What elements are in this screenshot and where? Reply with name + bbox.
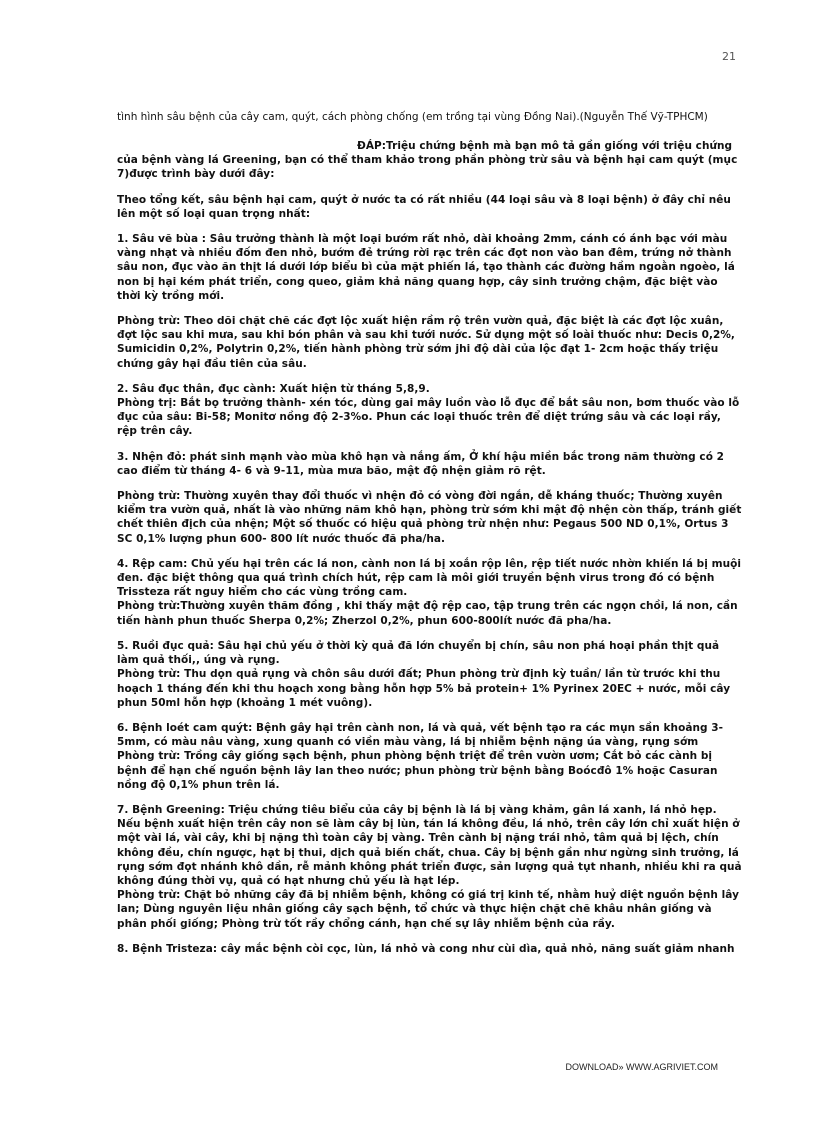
paragraph: 4. Rệp cam: Chủ yếu hại trên các lá non, cành non lá bị xoắn rộp lên, rệp tiết nước nhờn khiến lá bị muội đen. đặc biệt thông qua quá trình chích hút, rệp cam là môi giới truyền bệnh virus trong đó có bệnh Trissteza rất nguy hiểm cho các vùng trồng cam. Phòng trừ:Thường xuyên thăm đồng , khi thấy mật độ rệp cao, tập trung trên các ngọn chồi, lá non, cần tiến hành phun thuốc Sherpa 0,2%; Zherzol 0,2%, phun 600-800lít nước đã pha/ha. xyxy=(117,557,742,627)
paragraph: Phòng trừ: Theo dõi chặt chẽ các đợt lộc xuất hiện rầm rộ trên vườn quả, đặc biệt là các đợt lộc xuân, đợt lộc sau khi mưa, sau khi bón phân và sau khi tưới nước. Sử dụng một số loài thuốc như: Decis 0,2%, Sumicidin 0,2%, Polytrin 0,2%, tiến hành phòng trừ sớm jhi độ dài của lộc đạt 1- 2cm hoặc thấy triệu chứng gây hại đầu tiên của sâu. xyxy=(117,315,735,370)
paragraph: 8. Bệnh Tristeza: cây mắc bệnh còi cọc, lùn, lá nhỏ và cong như cùi dìa, quả nhỏ, năng suất giảm nhanh xyxy=(117,942,735,955)
paragraph: 5. Ruồi đục quả: Sâu hại chủ yếu ở thời kỳ quả đã lớn chuyển bị chín, sâu non phá hoại phần thịt quả làm quả thối,, úng và rụng. Phòng trừ: Thu dọn quả rụng và chôn sâu dưới đất; Phun phòng trừ định kỳ tuần/ lần từ trước khi thu hoạch 1 tháng đến khi thu hoạch xong bằng hỗn hợp 5% bả protein+ 1% Pyrinex 20EC + nước, mỗi cây phun 50ml hỗn hợp (khoảng 1 mét vuông). xyxy=(117,639,731,709)
paragraph: 1. Sâu vẽ bùa : Sâu trưởng thành là một loại bướm rất nhỏ, dài khoảng 2mm, cánh có ánh bạc với màu vàng nhạt và nhiều đốm đen nhỏ, bướm đẻ trứng rời rạc trên các đọt non vào ban đêm, trứng nở thành sâu non, đục vào ăn thịt lá dưới lớp biểu bì của mặt phiến lá, tạo thành các đường hầm ngoằn ngoèo, lá non bị hại kém phát triển, cong queo, giảm khả năng quang hợp, cây sinh trưởng chậm, đặc biệt vào thời kỳ trồng mới. xyxy=(117,233,735,302)
page-number: 21 xyxy=(722,50,736,63)
footer-download-link[interactable]: DOWNLOAD» WWW.AGRIVIET.COM xyxy=(565,1062,718,1072)
answer-intro-text: Triệu chứng bệnh mà bạn mô tả gần giống với triệu chứng của bệnh vàng lá Greening, bạn có thể tham khảo trong phần phòng trừ sâu và bệnh hại cam quýt (mục 7)được trình bày dưới đây: xyxy=(117,140,738,181)
document-body xyxy=(117,110,742,967)
answer-label: ĐÁP: xyxy=(357,140,387,152)
reader-question: tình hình sâu bệnh của cây cam, quýt, cách phòng chống (em trồng tại vùng Đồng Nai).(Nguyễn Thế Vỹ-TPHCM) xyxy=(117,111,708,123)
answer-intro xyxy=(117,139,742,182)
paragraph: 6. Bệnh loét cam quýt: Bệnh gây hại trên cành non, lá và quả, vết bệnh tạo ra các mụn sần khoảng 3-5mm, có màu nâu vàng, xung quanh có viền màu vàng, lá bị nhiễm bệnh nặng úa vàng, rụng sớm Phòng trừ: Trồng cây giống sạch bệnh, phun phòng bệnh triệt để trên vườn ươm; Cắt bỏ các cành bị bệnh để hạn chế nguồn bệnh lây lan theo nước; phun phòng trừ bệnh bằng Boócđô 1% hoặc Casuran nồng độ 0,1% phun trên lá. xyxy=(117,721,724,791)
paragraph: 7. Bệnh Greening: Triệu chứng tiêu biểu của cây bị bệnh là lá bị vàng khảm, gân lá xanh, lá nhỏ hẹp. Nếu bệnh xuất hiện trên cây non sẽ làm cây bị lùn, tán lá không đều, lá nhỏ, trên cây lớn chỉ xuất hiện ở một vài lá, vài cây, khi bị nặng thì toàn cây bị vàng. Trên cành bị nặng trái nhỏ, tâm quả bị lệch, chín không đều, chín ngược, hạt bị thui, dịch quả biến chất, chua. Cây bị bệnh gần như ngừng sinh trưởng, lá rụng sớm đọt nhánh khô dần, rễ mảnh không phát triển được, sản lượng quả tụt nhanh, nhiều khi ra quả không đúng thời vụ, quả có hạt nhưng chủ yếu là hạt lép. Phòng trừ: Chặt bỏ những cây đã bị nhiễm bệnh, không có giá trị kinh tế, nhằm huỷ diệt nguồn bệnh lây lan; Dùng nguyên liệu nhân giống cây sạch bệnh, tổ chức và thực hiện chặt chẽ khâu nhân giống và phân phối giống; Phòng trừ tốt rầy chổng cánh, hạn chế sự lây nhiễm bệnh của rầy. xyxy=(117,803,742,930)
paragraph: Phòng trừ: Thường xuyên thay đổi thuốc vì nhện đỏ có vòng đời ngắn, dễ kháng thuốc; Thường xuyên kiểm tra vườn quả, nhất là vào những năm khô hạn, phòng trừ sớm khi mật độ nhện còn thấp, tránh giết chết thiên địch của nhện; Một số thuốc có hiệu quả phòng trừ nhện như: Pegaus 500 ND 0,1%, Ortus 3 SC 0,1% lượng phun 600- 800 lít nước thuốc đã pha/ha. xyxy=(117,490,742,545)
paragraph: 3. Nhện đỏ: phát sinh mạnh vào mùa khô hạn và nắng ấm, Ở khí hậu miền bắc trong năm thường có 2 cao điểm từ tháng 4- 6 và 9-11, mùa mưa bão, mật độ nhện giảm rõ rệt. xyxy=(117,450,725,477)
paragraph: Theo tổng kết, sâu bệnh hại cam, quýt ở nước ta có rất nhiều (44 loại sâu và 8 loại bệnh) ở đây chỉ nêu lên một số loại quan trọng nhất: xyxy=(117,193,731,220)
answer-paragraphs xyxy=(117,193,742,956)
paragraph: 2. Sâu đục thân, đục cành: Xuất hiện từ tháng 5,8,9. Phòng trị: Bắt bọ trưởng thành- xén tóc, dùng gai mây luồn vào lỗ đục để bắt sâu non, bơm thuốc vào lỗ đục của sâu: Bi-58; Monitơ nồng độ 2-3%o. Phun các loại thuốc trên để diệt trứng sâu và các loại rầy, rệp trên cây. xyxy=(117,382,740,438)
